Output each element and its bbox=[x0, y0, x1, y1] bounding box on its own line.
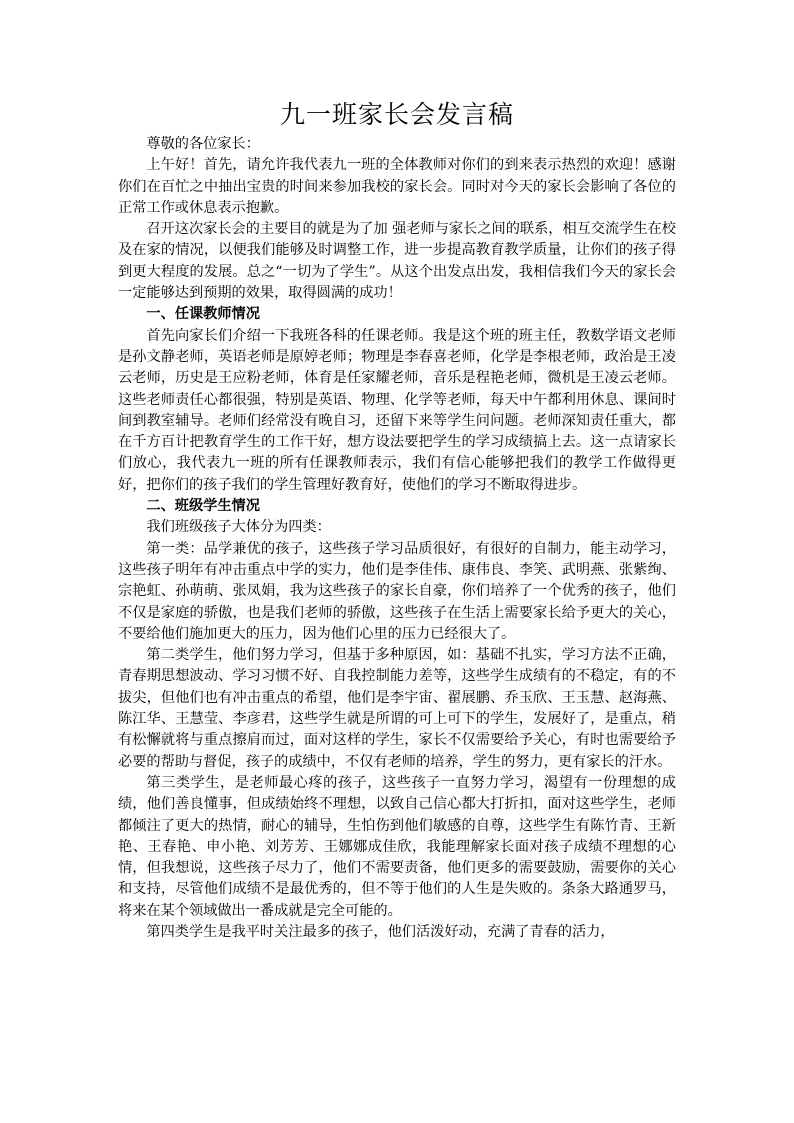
document-page bbox=[118, 98, 676, 943]
intro-paragraph-2: 召开这次家长会的主要目的就是为了加 强老师与家长之间的联系，相互交流学生在校及在家的情况，以便我们能够及时调整工作，进一步提高教育教学质量，让你们的孩子得到更大程度的发展。总之“一切为了学生”。从这个出发点出发，我相信我们今天的家长会一定能够达到预期的效果，取得圆满的成功！ bbox=[118, 221, 676, 302]
section-heading-students: 二、班级学生情况 bbox=[146, 498, 260, 515]
intro-paragraph-1: 上午好！首先，请允许我代表九一班的全体教师对你们的到来表示热烈的欢迎！感谢你们在百忙之中抽出宝贵的时间来参加我校的家长会。同时对今天的家长会影响了各位的正常工作或休息表示抱歉。 bbox=[118, 157, 676, 216]
students-category-3-paragraph: 第三类学生，是老师最心疼的孩子，这些孩子一直努力学习，渴望有一份理想的成绩，他们善良懂事，但成绩始终不理想，以致自己信心都大打折扣，面对这些学生，老师都倾注了更大的热情，耐心的辅导，生怕伤到他们敏感的自尊，这些学生有陈竹青、王新艳、王春艳、申小艳、刘芳芳、王娜娜成佳欣，我能理解家长面对孩子成绩不理想的心情，但我想说，这些孩子尽力了，他们不需要责备，他们更多的需要鼓励，需要你的关心和支持，尽管他们成绩不是最优秀的，但不等于他们的人生是失败的。条条大路通罗马，将来在某个领域做出一番成就是完全可能的。 bbox=[118, 774, 676, 919]
students-category-1-paragraph: 第一类：品学兼优的孩子，这些孩子学习品质很好，有很好的自制力，能主动学习，这些孩子明年有冲击重点中学的实力，他们是李佳伟、康伟良、李笑、武明燕、张紫绚、宗艳虹、孙萌萌、张凤娟，我为这些孩子的家长自豪，你们培养了一个优秀的孩子，他们不仅是家庭的骄傲，也是我们老师的骄傲，这些孩子在生活上需要家长给予更大的关心，不要给他们施加更大的压力，因为他们心里的压力已经很大了。 bbox=[118, 540, 676, 642]
document-title: 九一班家长会发言稿 bbox=[279, 100, 514, 129]
students-intro-paragraph: 我们班级孩子大体分为四类： bbox=[146, 519, 331, 536]
greeting: 尊敬的各位家长： bbox=[146, 136, 260, 152]
students-category-2-paragraph: 第二类学生，他们努力学习，但基于多种原因，如：基础不扎实，学习方法不正确，青春期思想波动、学习习惯不好、自我控制能力差等，这些学生成绩有的不稳定，有的不拔尖，但他们也有冲击重点的希望，他们是李宇宙、翟展鹏、乔玉欣、王玉慧、赵海燕、陈江华、王慧莹、李彦君，这些学生就是所谓的可上可下的学生，发展好了，是重点，稍有松懈就将与重点擦肩而过，面对这样的学生，家长不仅需要给予关心，有时也需要给予必要的帮助与督促，孩子的成绩中，不仅有老师的培养，学生的努力，更有家长的汗水。 bbox=[118, 647, 676, 770]
students-category-4-paragraph: 第四类学生是我平时关注最多的孩子，他们活泼好动，充满了青春的活力， bbox=[146, 923, 615, 940]
teachers-paragraph: 首先向家长们介绍一下我班各科的任课老师。我是这个班的班主任，教数学语文老师是孙文静老师，英语老师是原婷老师；物理是李春喜老师，化学是李根老师，政治是王凌云老师，历史是王应粉老师，体育是任家耀老师，音乐是程艳老师，微机是王凌云老师。这些老师责任心都很强，特别是英语、物理、化学等老师，每天中午都利用休息、课间时间到教室辅导。老师们经常没有晚自习，还留下来等学生问问题。老师深知责任重大，都在千方百计把教育学生的工作干好，想方设法要把学生的学习成绩搞上去。这一点请家长们放心，我代表九一班的所有任课教师表示，我们有信心能够把我们的教学工作做得更好，把你们的孩子我们的学生管理好教育好，使他们的学习不断取得进步。 bbox=[118, 327, 676, 493]
section-heading-teachers: 一、任课教师情况 bbox=[146, 306, 260, 323]
